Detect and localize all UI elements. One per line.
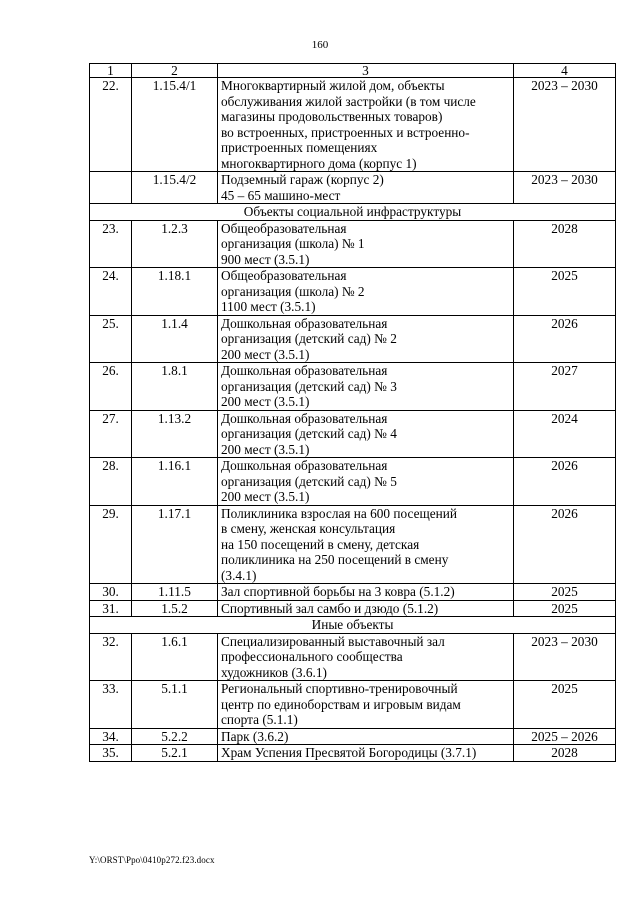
object-name: Спортивный зал самбо и дзюдо (5.1.2) bbox=[218, 600, 514, 617]
object-code: 1.13.2 bbox=[132, 410, 218, 458]
table-row bbox=[90, 78, 616, 172]
header-cell-4: 4 bbox=[514, 64, 616, 78]
object-name: Дошкольная образовательная организация (детский сад) № 2 200 мест (3.5.1) bbox=[218, 315, 514, 363]
object-code: 5.1.1 bbox=[132, 681, 218, 729]
implementation-period: 2024 bbox=[514, 410, 616, 458]
row-number: 35. bbox=[90, 745, 132, 762]
object-name: Региональный спортивно-тренировочный центр по единоборствам и игровым видам спорта (5.1.1) bbox=[218, 681, 514, 729]
implementation-period: 2023 – 2030 bbox=[514, 78, 616, 172]
section-header-row bbox=[90, 204, 616, 221]
object-code: 1.15.4/2 bbox=[132, 172, 218, 204]
row-number: 33. bbox=[90, 681, 132, 729]
table-row bbox=[90, 220, 616, 268]
object-name: Храм Успения Пресвятой Богородицы (3.7.1) bbox=[218, 745, 514, 762]
implementation-period: 2023 – 2030 bbox=[514, 633, 616, 681]
header-cell-1: 1 bbox=[90, 64, 132, 78]
object-code: 1.2.3 bbox=[132, 220, 218, 268]
table-row bbox=[90, 745, 616, 762]
row-number: 34. bbox=[90, 728, 132, 745]
objects-table bbox=[89, 63, 616, 762]
table-row bbox=[90, 681, 616, 729]
objects-table-body bbox=[90, 64, 616, 762]
object-code: 1.15.4/1 bbox=[132, 78, 218, 172]
header-cell-3: 3 bbox=[218, 64, 514, 78]
implementation-period: 2027 bbox=[514, 363, 616, 411]
object-name: Дошкольная образовательная организация (детский сад) № 5 200 мест (3.5.1) bbox=[218, 458, 514, 506]
object-code: 5.2.1 bbox=[132, 745, 218, 762]
object-name: Многоквартирный жилой дом, объекты обслуживания жилой застройки (в том числе магазины продовольственных товаров) во встроенных, пристроенных и встроенно- пристроенных помещениях многоквартирного дома (корпус 1) bbox=[218, 78, 514, 172]
object-name: Общеобразовательная организация (школа) № 2 1100 мест (3.5.1) bbox=[218, 268, 514, 316]
object-name: Дошкольная образовательная организация (детский сад) № 4 200 мест (3.5.1) bbox=[218, 410, 514, 458]
row-number: 31. bbox=[90, 600, 132, 617]
row-number: 26. bbox=[90, 363, 132, 411]
row-number: 32. bbox=[90, 633, 132, 681]
object-name: Специализированный выставочный зал профессионального сообщества художников (3.6.1) bbox=[218, 633, 514, 681]
row-number: 24. bbox=[90, 268, 132, 316]
table-row bbox=[90, 172, 616, 204]
table-row bbox=[90, 458, 616, 506]
implementation-period: 2025 – 2026 bbox=[514, 728, 616, 745]
object-code: 1.17.1 bbox=[132, 505, 218, 584]
row-number: 30. bbox=[90, 584, 132, 601]
implementation-period: 2026 bbox=[514, 315, 616, 363]
table-row bbox=[90, 600, 616, 617]
row-number: 23. bbox=[90, 220, 132, 268]
header-cell-2: 2 bbox=[132, 64, 218, 78]
implementation-period: 2025 bbox=[514, 268, 616, 316]
implementation-period: 2026 bbox=[514, 458, 616, 506]
page-number: 160 bbox=[311, 39, 329, 51]
object-code: 1.5.2 bbox=[132, 600, 218, 617]
table-row bbox=[90, 410, 616, 458]
object-code: 5.2.2 bbox=[132, 728, 218, 745]
row-number: 22. bbox=[90, 78, 132, 172]
object-code: 1.11.5 bbox=[132, 584, 218, 601]
table-row bbox=[90, 315, 616, 363]
table-row bbox=[90, 268, 616, 316]
implementation-period: 2028 bbox=[514, 745, 616, 762]
table-row bbox=[90, 363, 616, 411]
object-code: 1.1.4 bbox=[132, 315, 218, 363]
implementation-period: 2025 bbox=[514, 600, 616, 617]
object-name: Зал спортивной борьбы на 3 ковра (5.1.2) bbox=[218, 584, 514, 601]
row-number: 29. bbox=[90, 505, 132, 584]
object-name: Подземный гараж (корпус 2) 45 – 65 машино-мест bbox=[218, 172, 514, 204]
implementation-period: 2023 – 2030 bbox=[514, 172, 616, 204]
section-title: Объекты социальной инфраструктуры bbox=[90, 204, 616, 221]
row-number: 27. bbox=[90, 410, 132, 458]
table-row bbox=[90, 505, 616, 584]
implementation-period: 2028 bbox=[514, 220, 616, 268]
row-number: 25. bbox=[90, 315, 132, 363]
row-number bbox=[90, 172, 132, 204]
table-row bbox=[90, 633, 616, 681]
object-code: 1.6.1 bbox=[132, 633, 218, 681]
object-name: Поликлиника взрослая на 600 посещений в смену, женская консультация на 150 посещений в смену, детская поликлиника на 250 посещений в смену (3.4.1) bbox=[218, 505, 514, 584]
row-number: 28. bbox=[90, 458, 132, 506]
section-header-row bbox=[90, 617, 616, 634]
table-row bbox=[90, 584, 616, 601]
object-name: Общеобразовательная организация (школа) № 1 900 мест (3.5.1) bbox=[218, 220, 514, 268]
implementation-period: 2025 bbox=[514, 681, 616, 729]
implementation-period: 2025 bbox=[514, 584, 616, 601]
object-name: Парк (3.6.2) bbox=[218, 728, 514, 745]
object-code: 1.18.1 bbox=[132, 268, 218, 316]
object-code: 1.16.1 bbox=[132, 458, 218, 506]
implementation-period: 2026 bbox=[514, 505, 616, 584]
object-name: Дошкольная образовательная организация (детский сад) № 3 200 мест (3.5.1) bbox=[218, 363, 514, 411]
object-code: 1.8.1 bbox=[132, 363, 218, 411]
section-title: Иные объекты bbox=[90, 617, 616, 634]
footer-file-path: Y:\ORST\Ppo\0410p272.f23.docx bbox=[89, 855, 215, 865]
table-row bbox=[90, 728, 616, 745]
table-header-row bbox=[90, 64, 616, 78]
